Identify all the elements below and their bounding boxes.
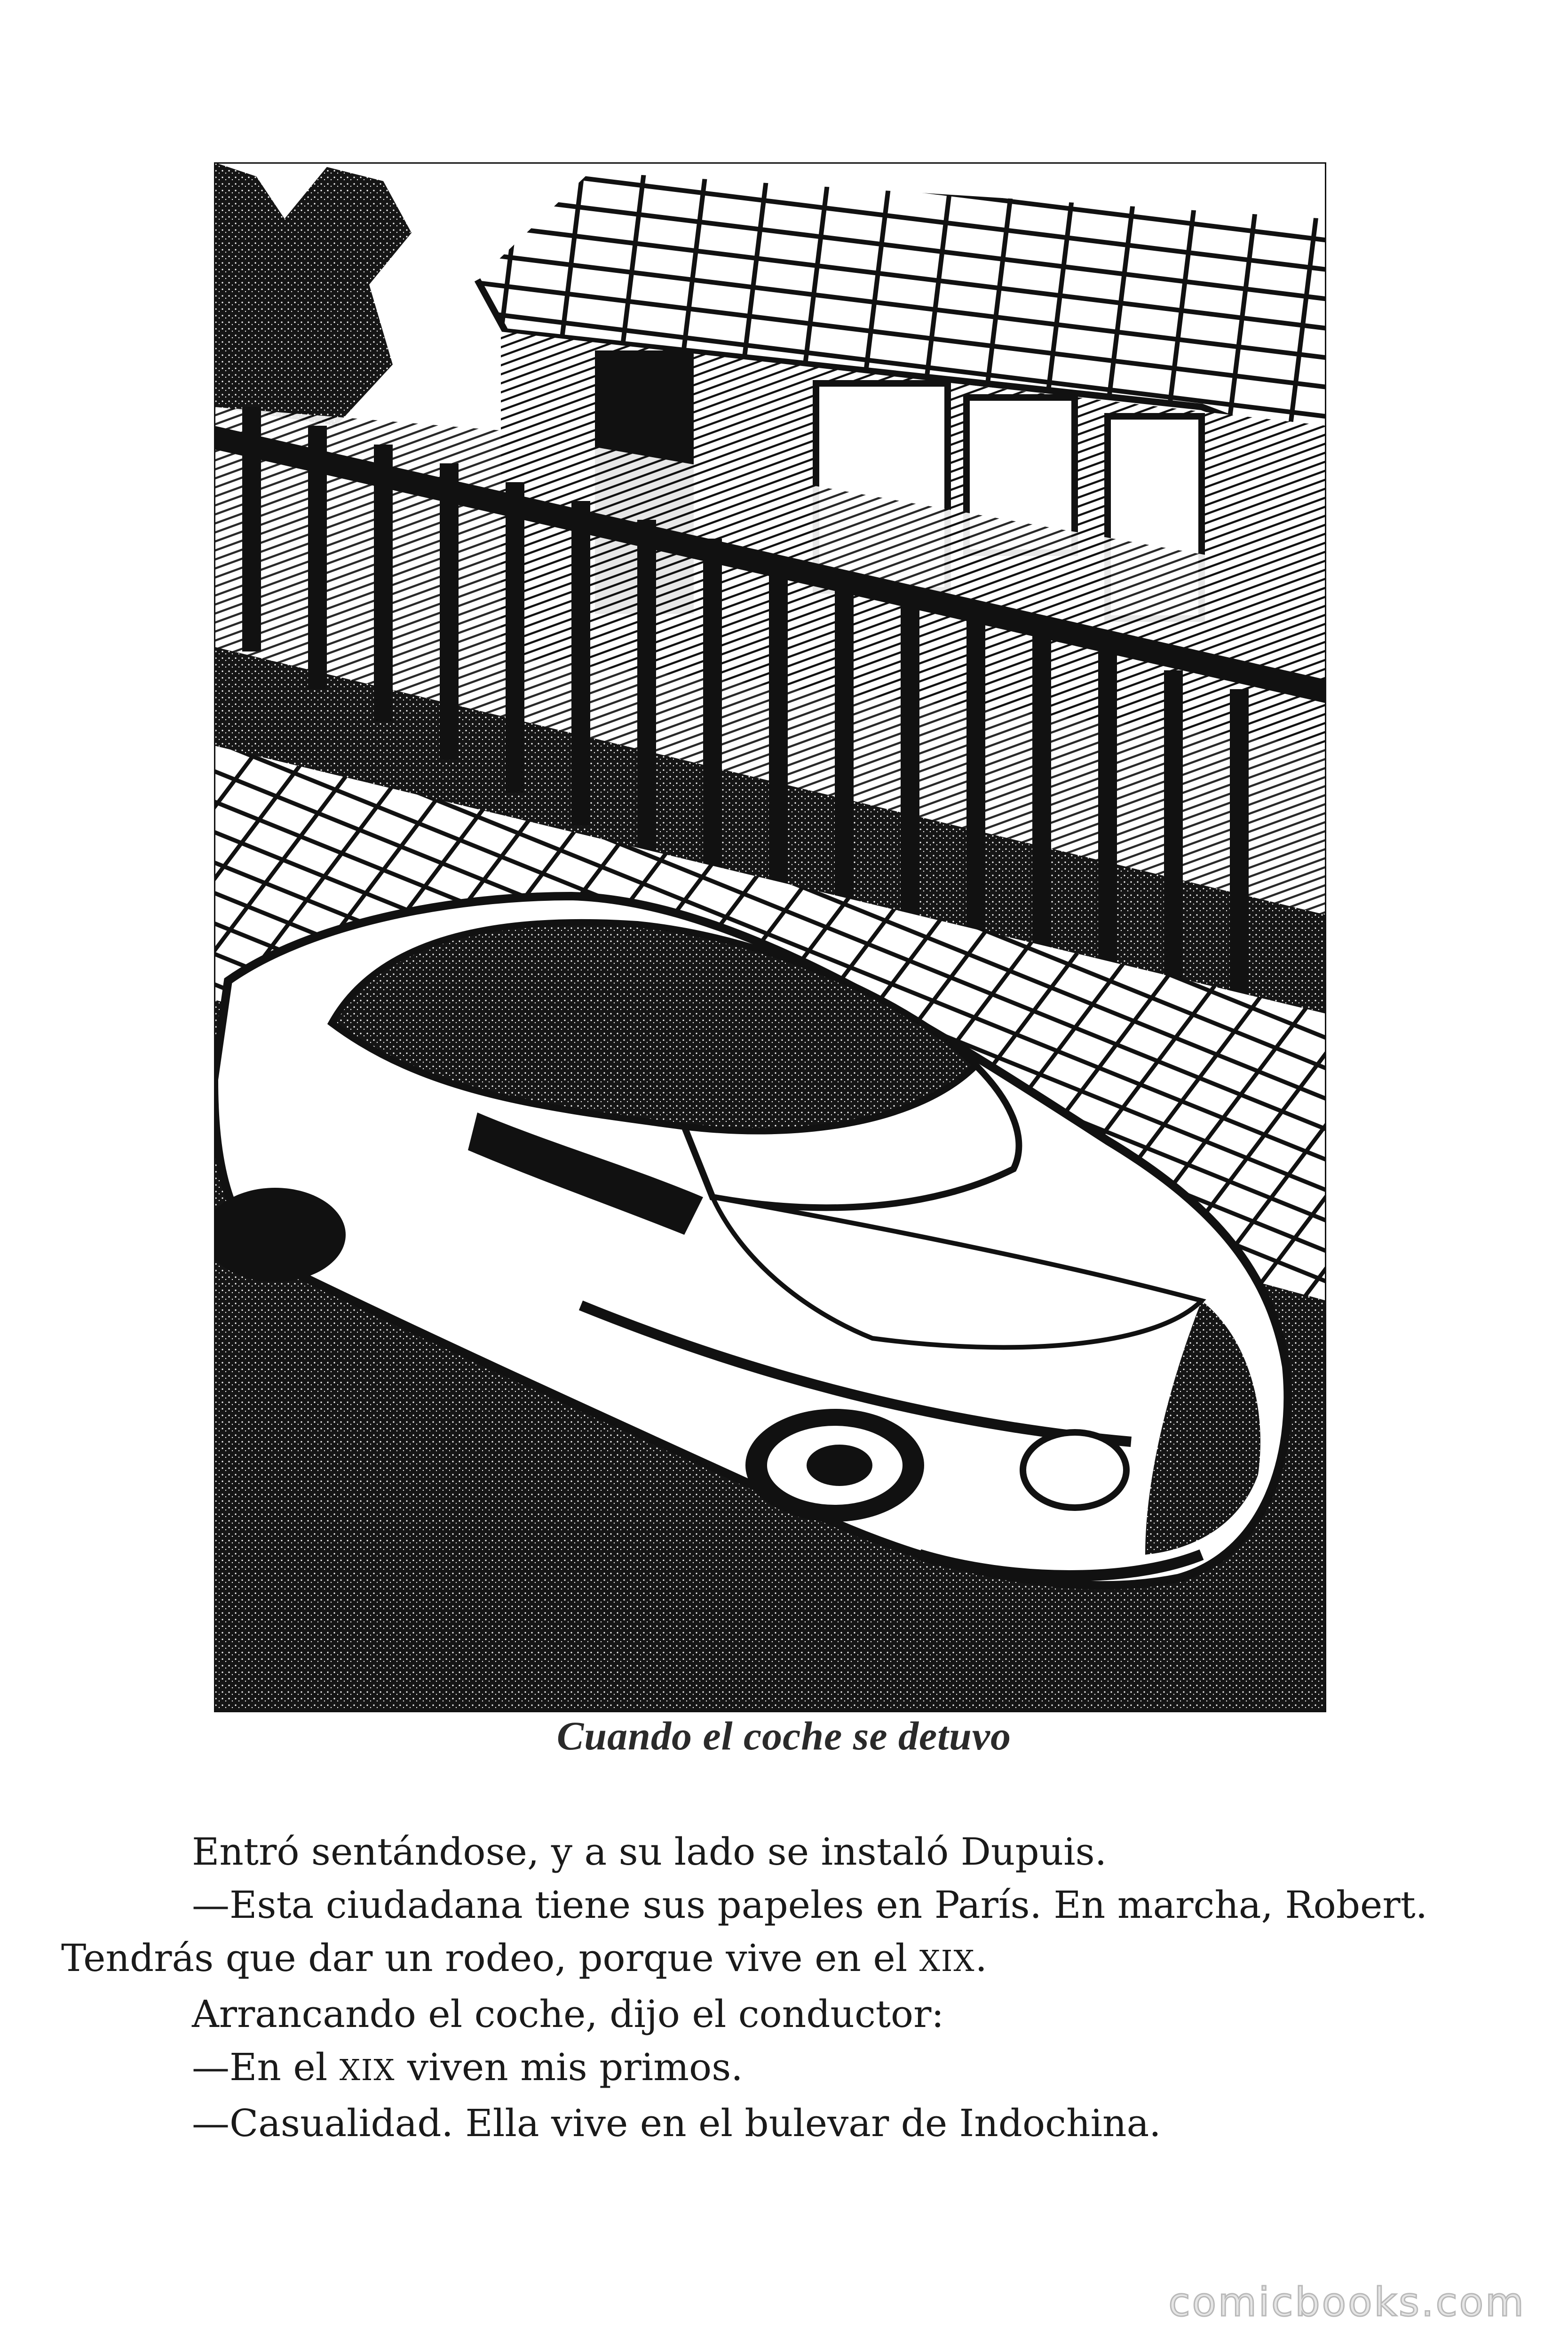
paragraph: Entró sentándose, y a su lado se instaló Dupuis. bbox=[192, 1830, 1107, 1874]
body-text bbox=[61, 1825, 1444, 2150]
watermark: comicbooks.com bbox=[1168, 2279, 1526, 2325]
car-house-illustration bbox=[214, 162, 1326, 1712]
illustration-svg bbox=[214, 162, 1326, 1712]
illustration-caption: Cuando el coche se detuvo bbox=[556, 1713, 1012, 1758]
paragraph-continuation: Tendrás que dar un rodeo, porque vive en el XIX. bbox=[61, 1936, 987, 1980]
paragraph: Arrancando el coche, dijo el conductor: bbox=[192, 1992, 944, 2036]
paragraph: —Esta ciudadana tiene sus papeles en París. En marcha, Robert. bbox=[192, 1883, 1428, 1927]
paragraph: —Casualidad. Ella vive en el bulevar de Indochina. bbox=[192, 2101, 1161, 2145]
paragraph: —En el XIX viven mis primos. bbox=[192, 2045, 743, 2089]
